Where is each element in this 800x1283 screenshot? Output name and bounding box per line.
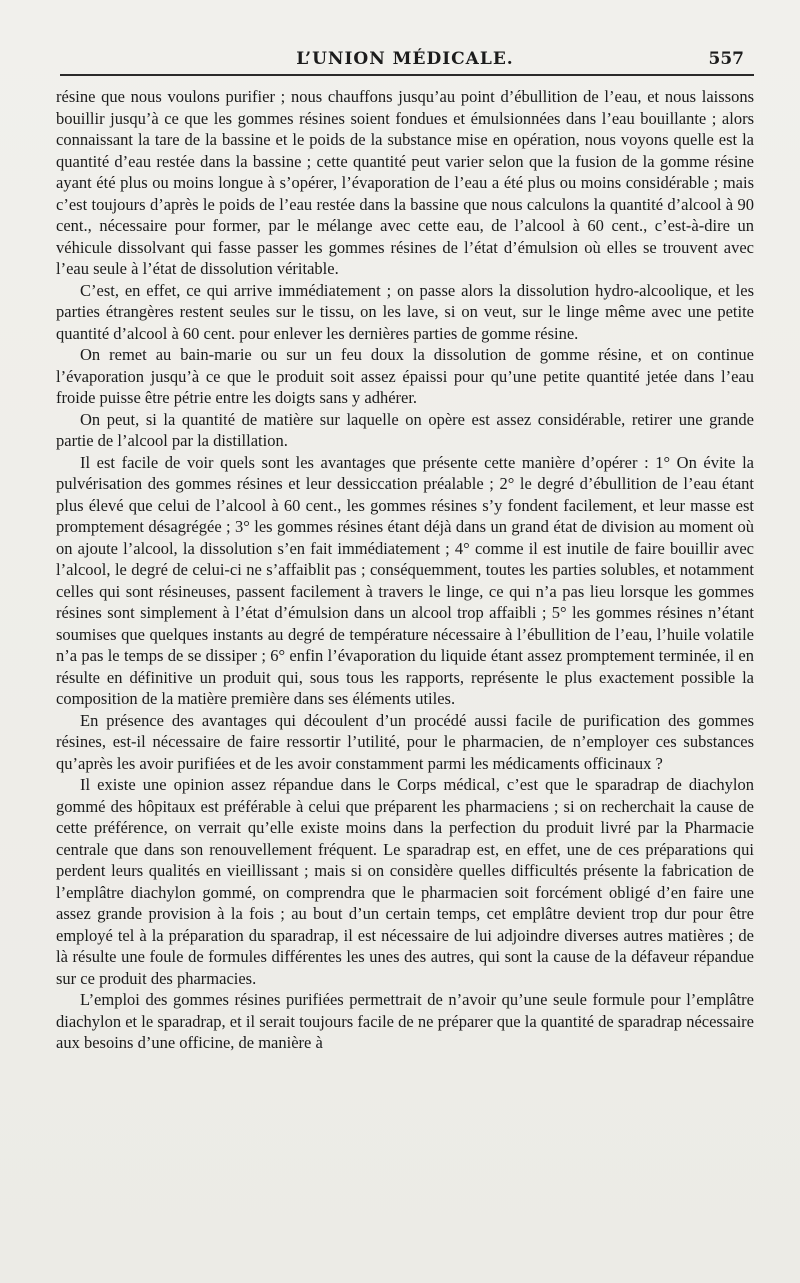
paragraph: Il est facile de voir quels sont les avantages que présente cette manière d’opérer : 1° On évite la pulvérisation des gommes résines et leur dessiccation préalable ; 2° le degré d’ébullition de l’eau étant plus élevé que celui de l’alcool à 60 cent., les gommes résines s’y fondent facilement, et leur masse est promptement désagrégée ; 3° les gommes résines étant déjà dans un grand état de division au moment où on ajoute l’alcool, la dissolution s’en fait immédiatement ; 4° comme il est inutile de faire bouillir avec l’alcool, le degré de celui-ci ne s’affaiblit pas ; conséquemment, toutes les parties solubles, et notamment celles qui sont résineuses, passent facilement à travers le linge, ce qui n’a pas lieu lorsque les gommes résines sont simplement à l’état d’émulsion dans un alcool trop affaibli ; 5° les gommes résines n’étant soumises que quelques instants au degré de température nécessaire à l’ébullition de l’eau, l’huile volatile n’a pas le temps de se dissiper ; 6° enfin l’évaporation du liquide étant assez promptement terminée, il en résulte en définitive un produit qui, sous tous les rapports, représente le plus exactement possible la composition de la matière première dans ses éléments utiles. — [56, 452, 754, 708]
body-text — [56, 86, 754, 1054]
paragraph: L’emploi des gommes résines purifiées permettrait de n’avoir qu’une seule formule pour l’emplâtre diachylon et le sparadrap, et il serait toujours facile de ne préparer que la quantité de sparadrap nécessaire aux besoins d’une officine, de manière à — [56, 990, 754, 1052]
paragraph: résine que nous voulons purifier ; nous chauffons jusqu’au point d’ébullition de l’eau, et nous laissons bouillir jusqu’à ce que les gommes résines soient fondues et émulsionnées dans l’eau bouillante ; alors connaissant la tare de la bassine et le poids de la substance mise en opération, nous voyons quelle est la quantité d’eau restée dans la bassine ; cette quantité peut varier selon que la fusion de la gomme résine ayant été plus ou moins longue à s’opérer, l’évaporation de l’eau a été plus ou moins considérable ; mais c’est toujours d’après le poids de l’eau restée dans la bassine que nous calculons la quantité d’alcool à 90 cent., nécessaire pour former, par le mélange avec cette eau, de l’alcool à 60 cent., c’est-à-dire un véhicule dissolvant qui fasse passer les gommes résines de l’état d’émulsion où elles se trouvent avec l’eau seule à l’état de dissolution véritable. — [56, 87, 754, 278]
page-number: 557 — [708, 49, 744, 69]
paragraph: En présence des avantages qui découlent d’un procédé aussi facile de purification des gommes résines, est-il nécessaire de faire ressortir l’utilité, pour le pharmacien, de n’employer ces substances qu’après les avoir purifiées et de les avoir constamment parmi les médicaments officinaux ? — [56, 710, 754, 773]
header-rule — [60, 74, 754, 76]
page-header — [56, 44, 754, 74]
paragraph: Il existe une opinion assez répandue dans le Corps médical, c’est que le sparadrap de diachylon gommé des hôpitaux est préférable à celui que préparent les pharmaciens ; si on recherchait la cause de cette préférence, on verrait qu’elle existe moins dans la perfection du produit livré par la Pharmacie centrale que dans son renouvellement fréquent. Le sparadrap est, en effet, une de ces préparations qui perdent leurs qualités en vieillissant ; mais si on considère quelles difficultés présente la fabrication de l’emplâtre diachylon gommé, on comprendra que le pharmacien soit forcément obligé d’en faire une assez grande provision à la fois ; au bout d’un certain temps, cet emplâtre devient trop dur pour être employé tel à la préparation du sparadrap, il est nécessaire de lui adjoindre diverses autres matières ; de là résulte une foule de formules différentes les unes des autres, qui sont la cause de la défaveur répandue sur ce produit des pharmacies. — [56, 775, 754, 988]
paragraph: On remet au bain-marie ou sur un feu doux la dissolution de gomme résine, et on continue l’évaporation jusqu’à ce que le produit soit assez épaissi pour qu’une petite quantité jetée dans l’eau froide puisse être pétrie entre les doigts sans y adhérer. — [56, 345, 754, 407]
paragraph: C’est, en effet, ce qui arrive immédiatement ; on passe alors la dissolution hydro-alcoolique, et les parties étrangères restent seules sur le tissu, on les lave, si on veut, sur le linge même avec une petite quantité d’alcool à 60 cent. pour enlever les dernières parties de gomme résine. — [56, 280, 754, 343]
running-title: L’UNION MÉDICALE. — [296, 49, 514, 69]
paragraph: On peut, si la quantité de matière sur laquelle on opère est assez considérable, retirer une grande partie de l’alcool par la distillation. — [56, 409, 754, 450]
